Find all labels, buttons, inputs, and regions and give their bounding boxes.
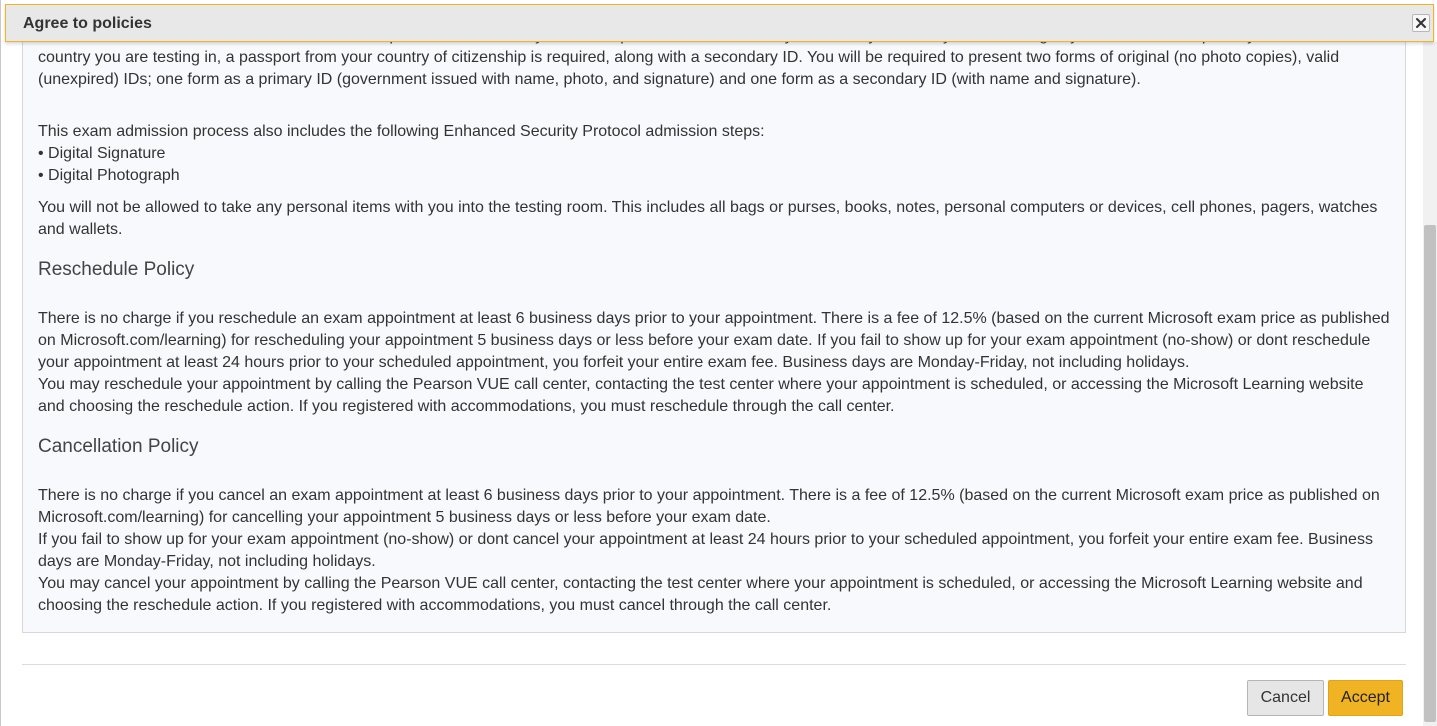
scrollbar-thumb[interactable] <box>1424 225 1436 722</box>
esp-intro-paragraph: This exam admission process also includes the following Enhanced Security Protocol admission steps: <box>38 123 765 140</box>
cancellation-paragraph-2: If you fail to show up for your exam appointment (no-show) or dont cancel your appointment at least 24 hours prior to your scheduled appointment, you forfeit your entire exam fee. Business days are Monday-Friday, not including holidays. <box>38 531 1373 570</box>
vertical-scrollbar[interactable] <box>1423 42 1437 726</box>
esp-steps-list <box>38 143 180 187</box>
reschedule-paragraph-1: There is no charge if you reschedule an exam appointment at least 6 business days prior to your appointment. There is a fee of 12.5% (based on the current Microsoft exam price as published on Microsoft.com/learning) for rescheduling your appointment 5 business days or less before your exam date. If you fail to show up for your exam appointment (no-show) or dont reschedule your appointment at least 24 hours prior to your scheduled appointment, you forfeit your entire exam fee. Business days are Monday-Friday, not including holidays. <box>38 310 1390 371</box>
cancellation-heading: Cancellation Policy <box>38 436 199 457</box>
dialog-titlebar <box>5 4 1434 42</box>
close-icon <box>1416 18 1426 28</box>
close-button[interactable] <box>1412 14 1430 32</box>
reschedule-paragraph-2: You may reschedule your appointment by calling the Pearson VUE call center, contacting the test center where your appointment is scheduled, or accessing the Microsoft Learning website and choosing the reschedule action. If you registered with accommodations, you must reschedule through the call center. <box>38 376 1364 415</box>
cancellation-paragraph-1: There is no charge if you cancel an exam appointment at least 6 business days prior to your appointment. There is a fee of 12.5% (based on the current Microsoft exam price as published on Microsoft.com/learning) for cancelling your appointment 5 business days or less before your exam date. <box>38 487 1380 526</box>
cancel-button[interactable]: Cancel <box>1247 680 1324 716</box>
footer-divider <box>22 664 1406 665</box>
reschedule-heading: Reschedule Policy <box>38 259 195 280</box>
cancellation-paragraph-3: You may cancel your appointment by calling the Pearson VUE call center, contacting the test center where your appointment is scheduled, or accessing the Microsoft Learning website and choosing the reschedule action. If you registered with accommodations, you must cancel through the call center. <box>38 575 1363 614</box>
id-policy-paragraph: country you are testing in, a passport from your country of citizenship is required, along with a secondary ID. You will be required to present two forms of original (no photo copies), valid (unexpired) IDs; one form as a primary ID (government issued with name, photo, and signature) and one form as a secondary ID (with name and signature). <box>38 49 1340 88</box>
list-item: • Digital Signature <box>38 145 166 162</box>
policy-content-box <box>22 12 1406 633</box>
list-item: • Digital Photograph <box>38 167 180 184</box>
policy-scroll-area[interactable] <box>2 42 1423 656</box>
accept-button[interactable]: Accept <box>1328 680 1403 716</box>
dialog-title: Agree to policies <box>23 15 152 32</box>
personal-items-paragraph: You will not be allowed to take any personal items with you into the testing room. This includes all bags or purses, books, notes, personal computers or devices, cell phones, pagers, watches and wallets. <box>38 199 1378 238</box>
